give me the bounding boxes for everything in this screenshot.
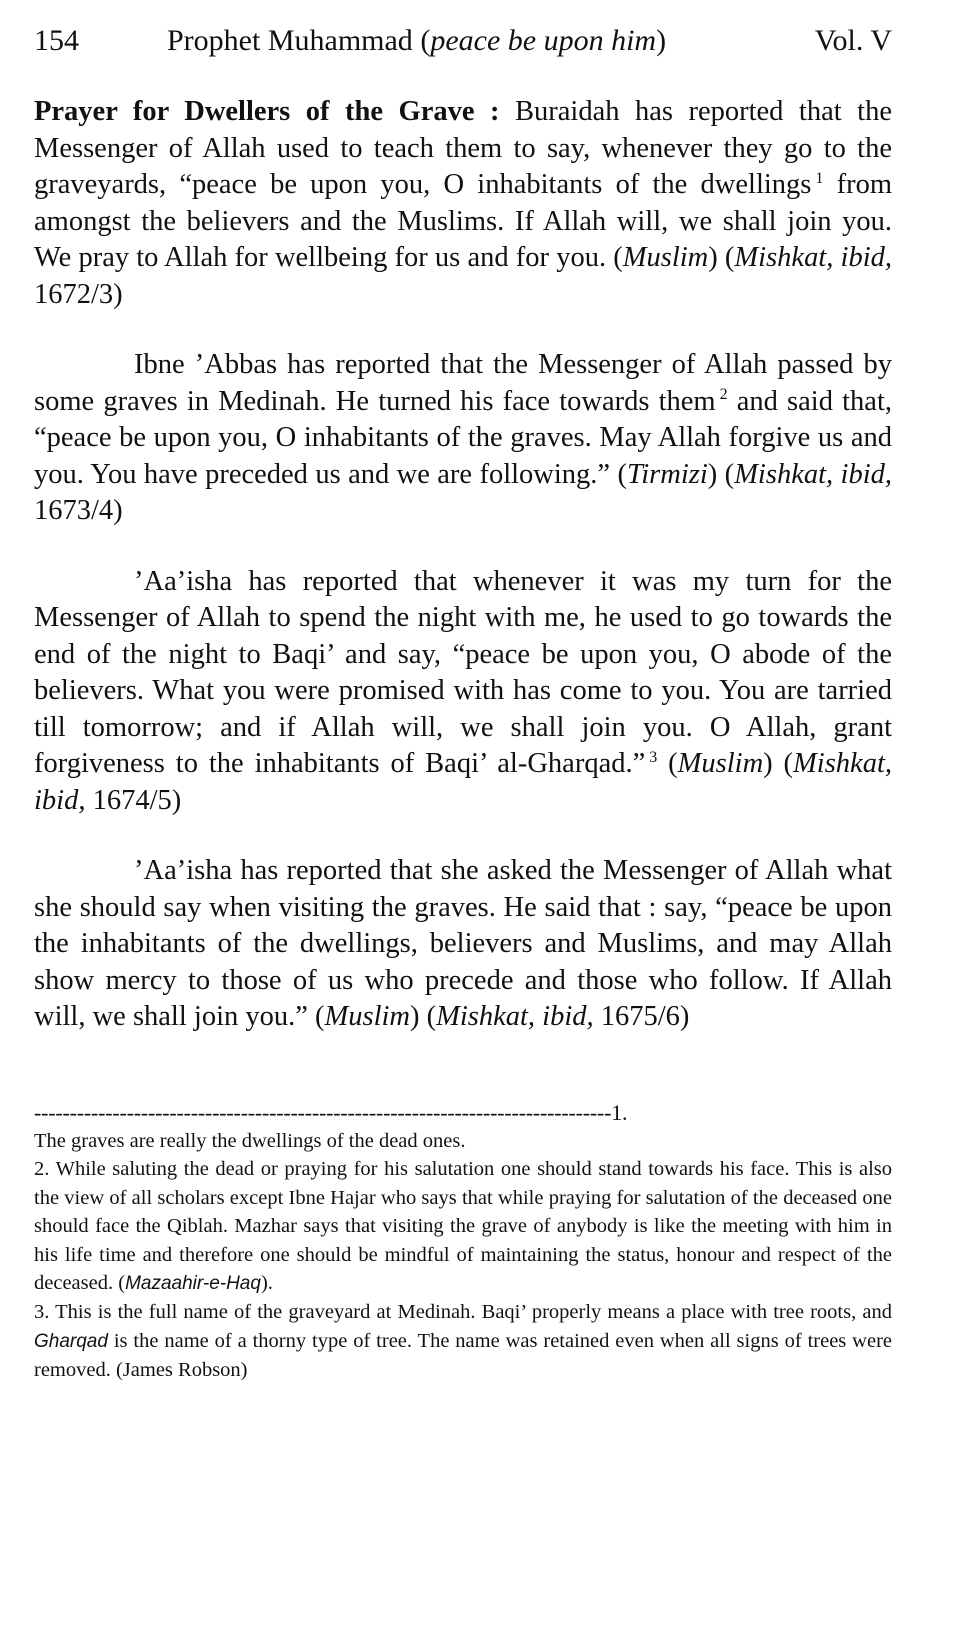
citation-source: Muslim — [324, 1001, 410, 1032]
footnote-2 — [34, 1155, 892, 1298]
citation-number: 1673/4) — [34, 495, 123, 526]
citation-source: Tirmizi — [626, 458, 708, 490]
paragraph-text: ) ( — [763, 748, 794, 779]
main-text — [34, 94, 892, 1070]
footnote-ref-1: 1 — [815, 169, 824, 187]
citation-book: Mishkat, ibid, — [734, 242, 893, 273]
paragraph-4 — [34, 853, 892, 1036]
paragraph-text: Buraidah has reported that the Messenger of Allah used to teach them to say, whenever they go to the graveyards, “peace be upon you, O inhabitants of the dwellings — [34, 96, 892, 200]
citation-source: Muslim — [622, 242, 709, 273]
footnote-italic: Mazaahir-e-Haq — [125, 1273, 261, 1295]
citation-book: Mishkat, ibid, — [436, 1001, 594, 1032]
paragraph-text: from amongst the believers and the Muslims. If Allah will, we shall join you. We pray to Allah for wellbeing for us and for you. ( — [34, 169, 893, 273]
running-title: Prophet Muhammad (peace be upon him) — [167, 24, 667, 57]
paragraph-1 — [34, 94, 892, 313]
footnote-text: ). — [260, 1272, 273, 1295]
citation-number: 1674/5) — [85, 784, 182, 816]
footnote-text: 2. While saluting the dead or praying for his salutation one should stand towards his face. This is also the view of all scholars except Ibne Hajar who says that while praying for salutation of the deceased one should face the Qiblah. Mazhar says that visiting the grave of anybody is like the meeting with him in his life time and therefore one should be mindful of maintaining the status, honour and respect of the deceased. ( — [34, 1158, 892, 1295]
paragraph-text: ( — [657, 748, 678, 779]
citation-book: Mishkat, ibid, — [734, 458, 893, 490]
paragraph-text: ) ( — [708, 242, 735, 273]
running-title-italic: peace be upon him — [430, 24, 657, 57]
paragraph-text: ) ( — [410, 1001, 437, 1032]
citation-book: Mishkat, ibid, — [34, 748, 892, 816]
paragraph-text: Ibne ’Abbas has reported that the Messenger of Allah passed by some graves in Medinah. He turned his face towards them — [34, 349, 892, 417]
running-header — [34, 24, 892, 68]
citation-number: 1672/3) — [34, 278, 123, 310]
volume-label: Vol. V — [814, 24, 892, 57]
footnote-text: The graves are really the dwellings of the dead ones. — [34, 1130, 466, 1152]
footnote-3 — [34, 1298, 892, 1384]
footnote-1 — [34, 1127, 892, 1155]
footnote-text: 3. This is the full name of the graveyard at Medinah. Baqi’ properly means a place with tree roots, and — [34, 1301, 892, 1324]
footnote-ref-2: 2 — [719, 386, 728, 403]
citation-source: Muslim — [677, 748, 764, 779]
footnote-separator: ---------------------------------------------------------------------------------1. — [34, 1100, 628, 1125]
section-heading: Prayer for Dwellers of the Grave : — [34, 96, 500, 127]
paragraph-text: ’Aa’isha has reported that she asked the Messenger of Allah what she should say when visiting the graves. He said that : say, “peace be upon the inhabitants of the dwellings, believers and Muslims, and may Allah show mercy to those of us who precede and those who follow. If Allah will, we shall join you.” ( — [34, 855, 892, 1032]
footnote-ref-3: 3 — [649, 748, 658, 766]
paragraph-text: ) ( — [707, 458, 735, 490]
footnotes — [34, 1127, 892, 1385]
citation-number: 1675/6) — [593, 1001, 690, 1032]
page-number: 154 — [34, 24, 79, 57]
paragraph-3 — [34, 564, 892, 820]
running-title-main: Prophet Muhammad — [167, 24, 413, 57]
paragraph-text: ’Aa’isha has reported that whenever it was my turn for the Messenger of Allah to spend the night with me, he used to go towards the end of the night to Baqi’ and say, “peace be upon you, O abode of the believers. What you were promised with has come to you. You are tarried till tomorrow; and if Allah will, we shall join you. O Allah, grant forgiveness to the inhabitants of Baqi’ al-Gharqad.” — [34, 565, 892, 779]
footnote-text: is the name of a thorny type of tree. The name was retained even when all signs of trees were removed. (James Robson) — [34, 1329, 892, 1382]
footnote-italic: Gharqad — [34, 1330, 108, 1352]
paragraph-text: and said that, “peace be upon you, O inhabitants of the graves. May Allah forgive us and you. You have preceded us and we are following.” ( — [34, 385, 892, 490]
paragraph-2 — [34, 347, 892, 530]
